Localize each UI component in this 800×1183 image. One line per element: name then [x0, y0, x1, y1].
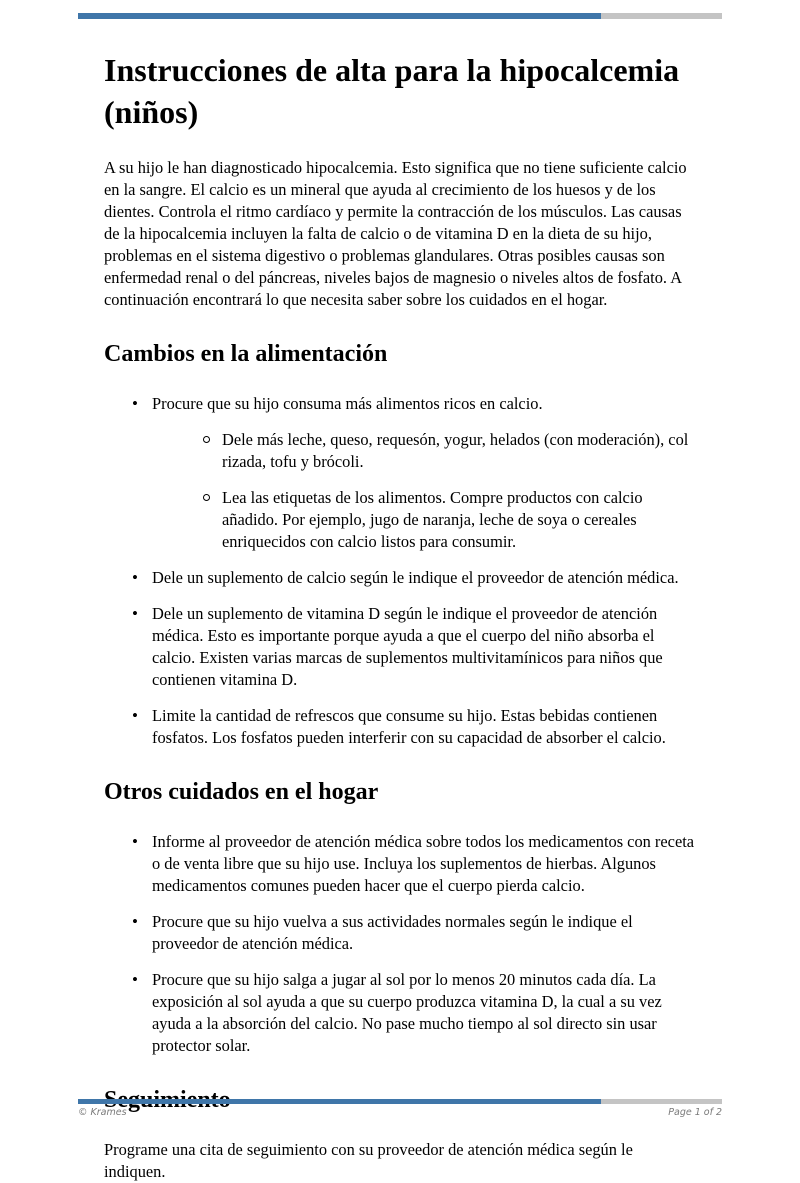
list-subitem	[152, 429, 696, 473]
bottom-accent-bar-gray-segment	[601, 1099, 722, 1104]
list-item-text: • Procure que su hijo consuma más alimentos ricos en calcio.	[152, 394, 543, 413]
list-item-text: • Procure que su hijo salga a jugar al sol por lo menos 20 minutos cada día. La exposición al sol ayuda a que su cuerpo produzca vitamina D, la cual a su vez ayuda a la absorción del calcio. No pase mucho tiempo al sol directo sin usar protector solar.	[152, 970, 662, 1055]
footer-row	[78, 1107, 722, 1119]
list-item-text: • Procure que su hijo vuelva a sus actividades normales según le indique el proveedor de atención médica.	[152, 912, 633, 953]
list-subitem	[152, 487, 696, 553]
list-item	[104, 393, 696, 553]
section-heading-diet-changes: Cambios en la alimentación	[104, 341, 388, 367]
bottom-accent-bar	[78, 1099, 722, 1104]
list-item	[104, 567, 696, 589]
section-diet-changes	[104, 339, 696, 749]
top-accent-bar	[78, 13, 722, 19]
copyright-text: © Krames	[78, 1107, 127, 1118]
page-title: Instrucciones de alta para la hipocalcemia (niños)	[104, 52, 680, 130]
list-item	[104, 969, 696, 1057]
list-item	[104, 911, 696, 955]
list-item-text: • Dele un suplemento de calcio según le indique el proveedor de atención médica.	[152, 568, 679, 587]
top-accent-bar-blue-segment	[78, 13, 601, 19]
page-indicator: Page 1 of 2	[668, 1107, 722, 1118]
intro-paragraph: A su hijo le han diagnosticado hipocalcemia. Esto significa que no tiene suficiente calcio en la sangre. El calcio es un mineral que ayuda al crecimiento de los huesos y de los dientes. Controla el ritmo cardíaco y permite la contracción de los músculos. Las causas de la hipocalcemia incluyen la falta de calcio o de vitamina D en la dieta de su hijo, problemas en el sistema digestivo o problemas glandulares. Otras posibles causas son enfermedad renal o del páncreas, niveles bajos de magnesio o niveles altos de fosfato. A continuación encontrará lo que necesita saber sobre los cuidados en el hogar.	[104, 158, 687, 309]
list-item	[104, 831, 696, 897]
list-item	[104, 603, 696, 691]
section-heading-other-home-care: Otros cuidados en el hogar	[104, 779, 379, 805]
diet-changes-sublist	[152, 429, 696, 553]
list-item-text: • Limite la cantidad de refrescos que consume su hijo. Estas bebidas contienen fosfatos. Los fosfatos pueden interferir con su capacidad de absorber el calcio.	[152, 706, 666, 747]
list-item-text: • Dele un suplemento de vitamina D según le indique el proveedor de atención médica. Esto es importante porque ayuda a que el cuerpo del niño absorba el calcio. Existen varias marcas de suplementos multivitamínicos para niños que contienen vitamina D.	[152, 604, 663, 689]
page-footer	[78, 1099, 722, 1119]
list-subitem-text: Lea las etiquetas de los alimentos. Compre productos con calcio añadido. Por ejemplo, jugo de naranja, leche de soya o cereales enriquecidos con calcio listos para consumir.	[222, 488, 643, 551]
list-subitem-text: Dele más leche, queso, requesón, yogur, helados (con moderación), col rizada, tofu y brócoli.	[222, 430, 689, 471]
list-item	[104, 705, 696, 749]
bottom-accent-bar-blue-segment	[78, 1099, 601, 1104]
list-item-text: • Informe al proveedor de atención médica sobre todos los medicamentos con receta o de venta libre que su hijo use. Incluya los suplementos de hierbas. Algunos medicamentos comunes pueden hacer que el cuerpo pierda calcio.	[152, 832, 695, 895]
diet-changes-list	[104, 393, 696, 749]
follow-up-paragraph: Programe una cita de seguimiento con su proveedor de atención médica según le indiquen.	[104, 1140, 633, 1181]
other-home-care-list	[104, 831, 696, 1057]
top-accent-bar-gray-segment	[601, 13, 722, 19]
document-content	[104, 49, 696, 1183]
section-other-home-care	[104, 777, 696, 1057]
